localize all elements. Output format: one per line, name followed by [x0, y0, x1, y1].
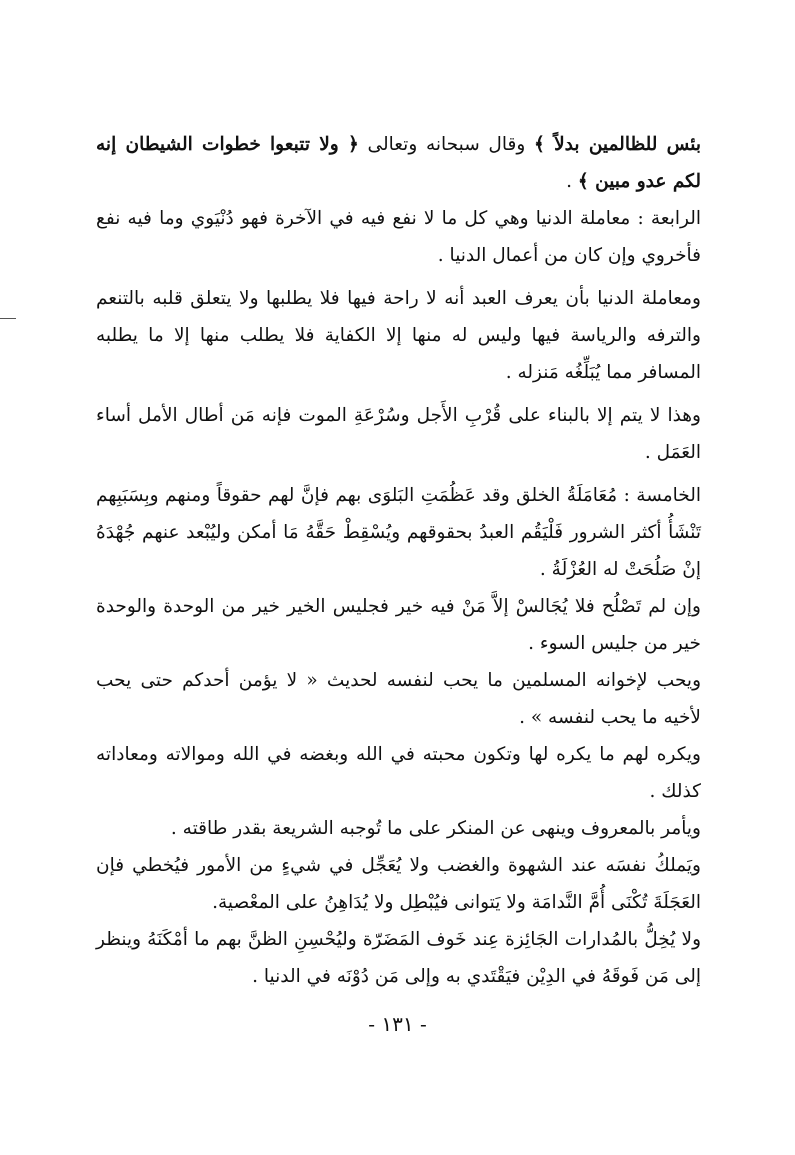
paragraph — [96, 921, 701, 995]
text-segment: ويحب لإخوانه المسلمين ما يحب لنفسه لحديث « لا يؤمن أحدكم حتى يحب لأخيه ما يحب لنفسه » . — [96, 670, 701, 728]
text-segment: وإن لم تَصْلُح فلا يُجَالسْ إلاَّ مَنْ فيه خير فجليس الخير خير من الوحدة والوحدة خير من جليس السوء . — [96, 596, 701, 654]
text-segment: وهذا لا يتم إلا بالبناء على قُرْبِ الأَجل وسُرْعَةِ الموت فإنه مَن أطال الأمل أساء العَمَل . — [96, 405, 701, 463]
paragraph — [96, 280, 701, 391]
paragraph — [96, 662, 701, 736]
text-segment: ولا يُخِلُّ بالمُدارات الجَائِزة عِند خَوف المَضَرّة وليُحْسِنِ الظنَّ بهم ما أمْكَنَهُ وينظر إلى مَن فَوقَهُ في الدِيْن فيَقْتَدي به وإلى مَن دُوْنَه في الدنيا . — [96, 929, 701, 987]
margin-tick-mark — [0, 318, 16, 319]
paragraph — [96, 477, 701, 588]
paragraph — [96, 397, 701, 471]
paragraph — [96, 810, 701, 847]
text-segment: الخامسة : مُعَامَلَةُ الخلق وقد عَظُمَتِ البَلوَى بهم فإنَّ لهم حقوقاً ومنهم وبِسَبَبِهم تَنْشَأُ أكثر الشرور فَلْيَقُم العبدُ بحقوقهم ويُسْقِطْ حَقَّهُ مَا أمكن وليُبْعد عنهم جُهْدَهُ إنْ صَلُحَتْ له العُزْلَةُ . — [96, 485, 701, 580]
body-text — [96, 126, 701, 995]
paragraph — [96, 736, 701, 810]
text-segment: الرابعة : معاملة الدنيا وهي كل ما لا نفع فيه في الآخرة فهو دُنْيَوي وما فيه نفع فأخروي وإن كان من أعمال الدنيا . — [96, 208, 701, 266]
text-segment: وقال سبحانه وتعالى — [358, 134, 535, 155]
paragraph — [96, 588, 701, 662]
page-number: - ١٣١ - — [368, 1012, 427, 1036]
paragraph — [96, 200, 701, 274]
paragraph — [96, 126, 701, 200]
text-segment: ومعاملة الدنيا بأن يعرف العبد أنه لا راحة فيها فلا يطلبها ولا يتعلق قلبه بالتنعم والترفه والرياسة فيها وليس له منها إلا الكفاية فلا يطلب منها إلا ما يطلبه المسافر مما يُبَلِّغُه مَنزله . — [96, 288, 701, 383]
text-segment: ويأمر بالمعروف وينهى عن المنكر على ما تُوجبه الشريعة بقدر طاقته . — [170, 818, 701, 839]
quran-verse-ending: بئس للظالمين بدلاً ﴾ — [534, 134, 701, 155]
text-segment: . — [566, 171, 578, 192]
text-segment: ويَملكُ نفسَه عند الشهوة والغضب ولا يُعَجِّل في شيءٍ من الأمور فيُخطي فإن العَجَلَةَ تُكْنَى أُمَّ النَّدامَة ولا يَتوانى فيُبْطِل ولا يُدَاهِنُ على المعْصية. — [96, 855, 701, 913]
paragraph — [96, 847, 701, 921]
text-segment: ويكره لهم ما يكره لها وتكون محبته في الله وبغضه في الله وموالاته ومعاداته كذلك . — [96, 744, 701, 802]
quran-verse: ﴿ ولا تتبعوا خطوات الشيطان إنه لكم عدو مبين ﴾ — [96, 134, 701, 192]
